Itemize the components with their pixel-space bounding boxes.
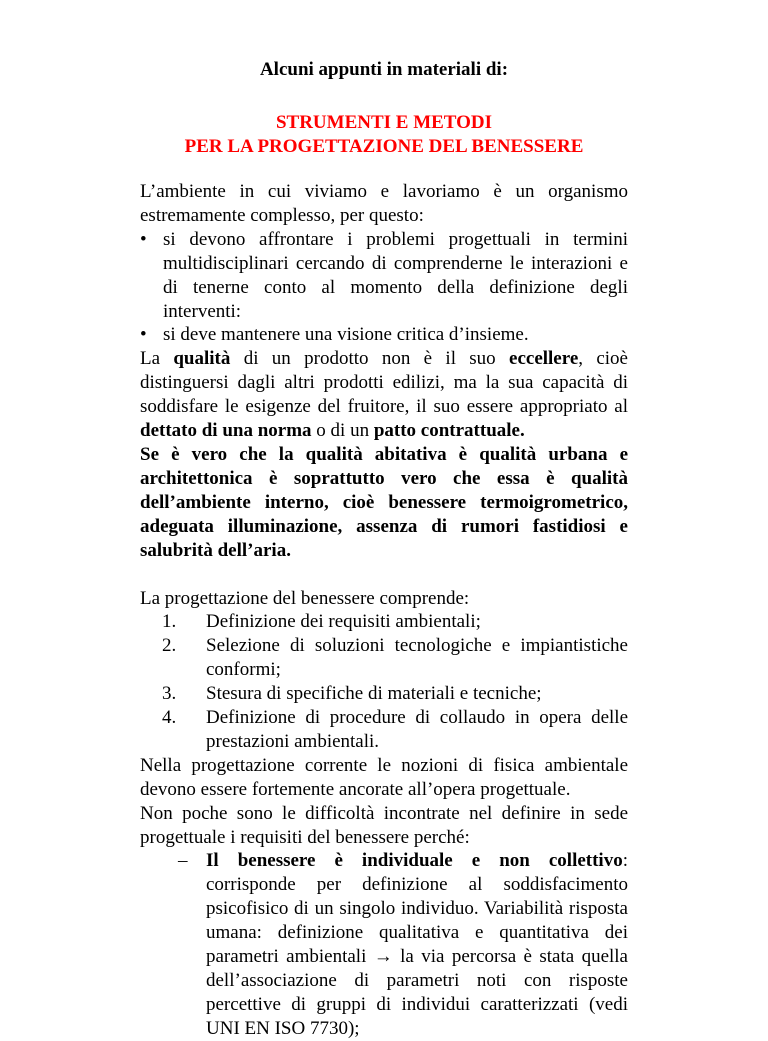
dash-item-bold: Il benessere è individuale e non collettivo bbox=[206, 850, 623, 872]
bullet-text: si devono affrontare i problemi progettuali in termini multidisciplinari cercando di comprenderne le interazioni e di tenerne conto al momento della definizione degli interventi: bbox=[163, 228, 628, 322]
quality-bold: eccellere bbox=[509, 348, 579, 370]
bullet-item bbox=[140, 323, 628, 347]
dash-item-text: : corrisponde per definizione al soddisfacimento psicofisico di un singolo individuo. Variabilità risposta umana: definizione qualitativa e quantitativa dei parametri ambientali → la via percorsa è stata quella dell’associazione di parametri noti con risposte percettive di gruppi di individui caratterizzati (vedi UNI EN ISO 7730); bbox=[206, 850, 628, 1039]
blank-line bbox=[140, 563, 628, 587]
paragraph-quality bbox=[140, 347, 628, 443]
paragraph-bold-statement: Se è vero che la qualità abitativa è qualità urbana e architettonica è soprattutto vero che essa è qualità dell’ambiente interno, cioè benessere termoigrometrico, adeguata illuminazione, assenza di rumori fastidiosi e salubrità dell’aria. bbox=[140, 443, 628, 561]
quality-text: , cioè distinguersi dagli altri prodotti edilizi, ma la sua capacità di soddisfare le esigenze del fruitore, il suo essere appropriato al bbox=[140, 348, 628, 418]
list-intro: La progettazione del benessere comprende: bbox=[140, 587, 470, 609]
dash-item bbox=[140, 849, 628, 1040]
numbered-list bbox=[140, 610, 628, 753]
item-number: 3. bbox=[162, 683, 177, 705]
dash-mark: – bbox=[178, 850, 188, 872]
document-title-line-2: PER LA PROGETTAZIONE DEL BENESSERE bbox=[184, 136, 584, 157]
paragraph-difficulties: Non poche sono le difficoltà incontrate nel definire in sede progettuale i requisiti del benessere perché: bbox=[140, 802, 628, 848]
dash-list bbox=[140, 849, 628, 1040]
quality-text: o di un bbox=[311, 420, 374, 442]
numbered-item bbox=[140, 610, 628, 634]
numbered-item bbox=[140, 706, 628, 754]
item-text: Definizione dei requisiti ambientali; bbox=[206, 611, 481, 633]
quality-text: di un prodotto non è il suo bbox=[230, 348, 510, 370]
document-title-line-1: STRUMENTI E METODI bbox=[275, 112, 493, 133]
document-intro: Alcuni appunti in materiali di: bbox=[259, 59, 509, 80]
bullet-list bbox=[140, 228, 628, 348]
item-text: Stesura di specifiche di materiali e tecniche; bbox=[206, 683, 542, 705]
bullet-mark: • bbox=[140, 324, 147, 346]
item-number: 4. bbox=[162, 707, 177, 729]
paragraph-physics: Nella progettazione corrente le nozioni di fisica ambientale devono essere fortemente ancorate all’opera progettuale. bbox=[140, 754, 628, 800]
quality-text: La bbox=[140, 348, 174, 370]
item-number: 1. bbox=[162, 611, 177, 633]
item-text: Definizione di procedure di collaudo in opera delle prestazioni ambientali. bbox=[206, 707, 628, 752]
item-number: 2. bbox=[162, 635, 177, 657]
quality-bold: qualità bbox=[173, 348, 231, 370]
numbered-item bbox=[140, 682, 628, 706]
bullet-item bbox=[140, 228, 628, 324]
quality-bold: dettato di una norma bbox=[140, 420, 312, 442]
bullet-mark: • bbox=[140, 228, 147, 250]
numbered-item bbox=[140, 634, 628, 682]
document-body bbox=[140, 180, 628, 1041]
item-text: Selezione di soluzioni tecnologiche e impiantistiche conformi; bbox=[206, 635, 628, 681]
paragraph-environment: L’ambiente in cui viviamo e lavoriamo è un organismo estremamente complesso, per questo: bbox=[140, 181, 628, 226]
quality-bold: patto contrattuale. bbox=[373, 420, 525, 442]
bullet-text: si deve mantenere una visione critica d’insieme. bbox=[163, 324, 529, 346]
